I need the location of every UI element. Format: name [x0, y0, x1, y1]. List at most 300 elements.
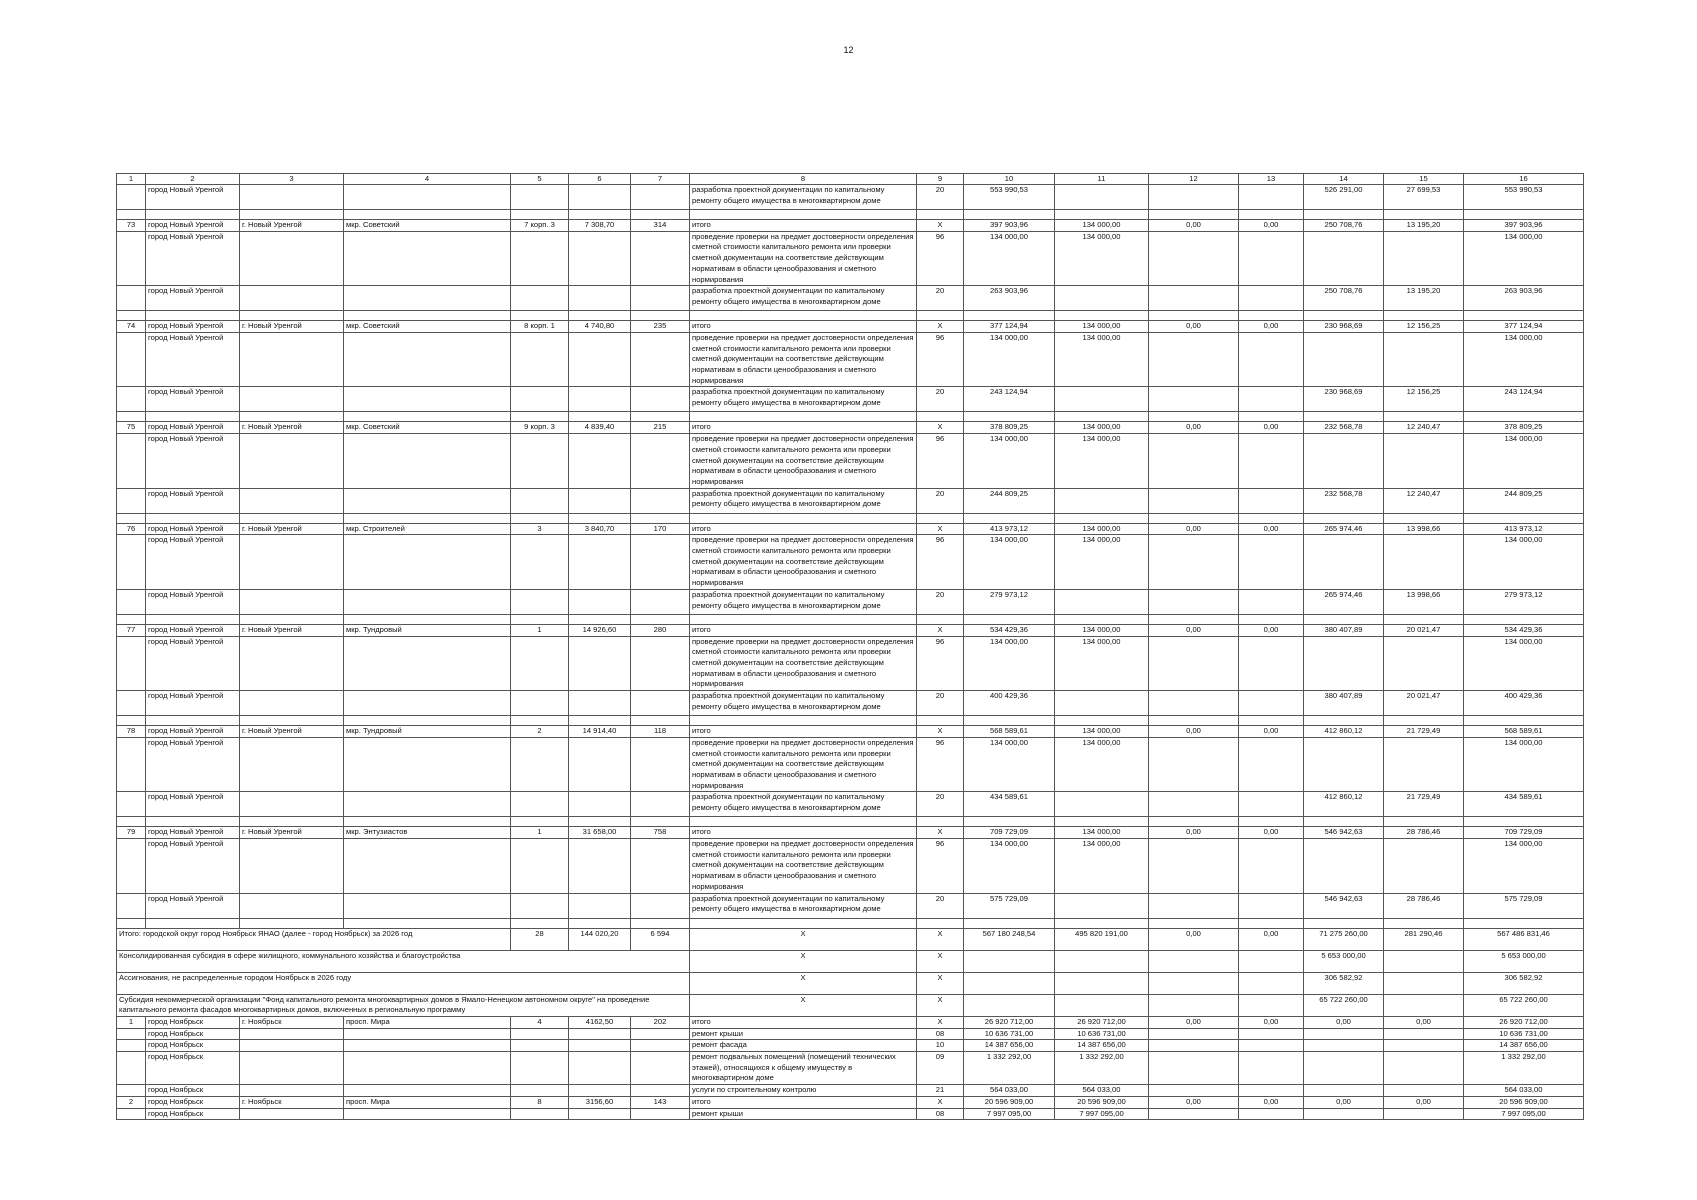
column-number: 12: [1149, 174, 1239, 185]
spacer-cell: [240, 716, 344, 726]
repair-row: [117, 1108, 1584, 1120]
work-type-cell: итого: [690, 827, 917, 839]
spacer-cell: [1464, 311, 1584, 321]
work-type-cell: разработка проектной документации по капитальному ремонту общего имущества в многоквартирном доме: [690, 589, 917, 614]
empty-cell: [1384, 1108, 1464, 1120]
grand-total-cell: 397 903,96: [1464, 220, 1584, 232]
municipality-cell: город Новый Уренгой: [146, 737, 240, 792]
spacer-cell: [964, 311, 1055, 321]
municipality-cell: город Новый Уренгой: [146, 434, 240, 489]
house-total-row: [117, 220, 1584, 232]
grand-total-cell: 134 000,00: [1464, 332, 1584, 387]
grand-total-cell: 134 000,00: [1464, 737, 1584, 792]
total-cost-cell: 553 990,53: [964, 185, 1055, 210]
summary-row: [117, 950, 1584, 972]
empty-cell: [964, 950, 1055, 972]
empty-cell: [1239, 1108, 1304, 1120]
design-row: [117, 185, 1584, 210]
summary-value: 5 653 000,00: [1304, 950, 1384, 972]
spacer-cell: [569, 716, 631, 726]
column-number: 15: [1384, 174, 1464, 185]
spacer-cell: [511, 716, 569, 726]
value-cell: 14 387 656,00: [964, 1040, 1055, 1052]
spacer-cell: [1149, 513, 1239, 523]
grand-total-cell: 534 429,36: [1464, 624, 1584, 636]
spacer-cell: [690, 614, 917, 624]
summary-x: X: [917, 994, 964, 1016]
row-number: 74: [117, 321, 146, 333]
empty-cell: [631, 1028, 690, 1040]
empty-cell: [240, 286, 344, 311]
spacer-cell: [146, 210, 240, 220]
summary-value: 281 290,46: [1384, 928, 1464, 950]
district-cell: мкр. Строителей: [344, 523, 511, 535]
empty-cell: [631, 636, 690, 691]
empty-cell: [344, 332, 511, 387]
grand-total-cell: 134 000,00: [1464, 839, 1584, 894]
work-type-cell: ремонт подвальных помещений (помещений технических этажей), относящихся к общему имуществу в многоквартирном доме: [690, 1052, 917, 1085]
repair-row: [117, 1085, 1584, 1097]
empty-cell: [1304, 1052, 1384, 1085]
empty-cell: [1149, 387, 1239, 412]
grand-total-cell: 244 809,25: [1464, 488, 1584, 513]
empty-cell: [1149, 839, 1239, 894]
spacer-cell: [1304, 412, 1384, 422]
spacer-cell: [569, 817, 631, 827]
budget-cell: 0,00: [1149, 726, 1239, 738]
spacer-cell: [344, 311, 511, 321]
spacer-cell: [117, 311, 146, 321]
column-number: 16: [1464, 174, 1584, 185]
empty-cell: [1149, 231, 1239, 286]
empty-cell: [1149, 636, 1239, 691]
row-number: 75: [117, 422, 146, 434]
column-number: 9: [917, 174, 964, 185]
municipal-cell: 232 568,78: [1304, 488, 1384, 513]
empty-cell: [344, 737, 511, 792]
grand-total-cell: 263 903,96: [1464, 286, 1584, 311]
empty-cell: [1384, 737, 1464, 792]
owners-cell: 12 240,47: [1384, 422, 1464, 434]
budget-cell: 0,00: [1239, 422, 1304, 434]
empty-cell: [631, 231, 690, 286]
empty-cell: [117, 332, 146, 387]
empty-cell: [1239, 387, 1304, 412]
empty-cell: [1149, 589, 1239, 614]
owners-cell: 28 786,46: [1384, 893, 1464, 918]
grand-total-cell: 378 809,25: [1464, 422, 1584, 434]
summary-value: 65 722 260,00: [1464, 994, 1584, 1016]
empty-cell: [117, 893, 146, 918]
summary-x: X: [917, 972, 964, 994]
spacer-cell: [1149, 614, 1239, 624]
empty-cell: [1239, 994, 1304, 1016]
work-code-cell: X: [917, 1016, 964, 1028]
empty-cell: [1149, 1108, 1239, 1120]
empty-cell: [344, 691, 511, 716]
spacer-cell: [1149, 817, 1239, 827]
summary-row: [117, 972, 1584, 994]
work-code-cell: 96: [917, 636, 964, 691]
empty-cell: [511, 737, 569, 792]
spacer-cell: [1304, 817, 1384, 827]
column-number: 1: [117, 174, 146, 185]
spacer-cell: [1304, 614, 1384, 624]
value-cell: 10 636 731,00: [1055, 1028, 1149, 1040]
empty-cell: [511, 286, 569, 311]
spacer-cell: [146, 513, 240, 523]
house-number-cell: 1: [511, 624, 569, 636]
empty-cell: [1239, 434, 1304, 489]
municipality-cell: город Новый Уренгой: [146, 286, 240, 311]
value-cell: 0,00: [1384, 1096, 1464, 1108]
grand-total-cell: 575 729,09: [1464, 893, 1584, 918]
fund-cell: 134 000,00: [1055, 737, 1149, 792]
empty-cell: [344, 839, 511, 894]
owners-cell: 12 156,25: [1384, 387, 1464, 412]
municipality-cell: город Ноябрьск: [146, 1028, 240, 1040]
locality-cell: г. Новый Уренгой: [240, 624, 344, 636]
empty-cell: [1149, 332, 1239, 387]
area-cell: 14 914,40: [569, 726, 631, 738]
empty-cell: [1384, 994, 1464, 1016]
total-cost-cell: 378 809,25: [964, 422, 1055, 434]
empty-cell: [1149, 286, 1239, 311]
value-cell: 14 387 656,00: [1464, 1040, 1584, 1052]
summary-label: Субсидия некоммерческой организации "Фонд капитального ремонта многоквартирных домов в Ямало-Ненецком автономном округе" на проведение капитального ремонта фасадов многоквартирных домов, включенных в региональную программу: [117, 994, 690, 1016]
municipality-cell: город Новый Уренгой: [146, 488, 240, 513]
empty-cell: [1149, 737, 1239, 792]
empty-cell: [1149, 994, 1239, 1016]
capital-repair-table: [116, 173, 1584, 1120]
empty-cell: [569, 1085, 631, 1097]
empty-cell: [631, 387, 690, 412]
summary-value: 567 180 248,54: [964, 928, 1055, 950]
spacer-cell: [1464, 412, 1584, 422]
spacer-cell: [1149, 210, 1239, 220]
empty-cell: [117, 792, 146, 817]
empty-cell: [344, 1085, 511, 1097]
work-code-cell: 96: [917, 332, 964, 387]
area-cell: 3156,60: [569, 1096, 631, 1108]
summary-area: 144 020,20: [569, 928, 631, 950]
spacer-cell: [569, 918, 631, 928]
spacer-cell: [344, 918, 511, 928]
empty-cell: [631, 691, 690, 716]
spacer-cell: [1384, 614, 1464, 624]
empty-cell: [1055, 488, 1149, 513]
total-cost-cell: 244 809,25: [964, 488, 1055, 513]
fund-cell: 134 000,00: [1055, 636, 1149, 691]
spacer-cell: [1304, 513, 1384, 523]
municipality-cell: город Новый Уренгой: [146, 523, 240, 535]
value-cell: 564 033,00: [964, 1085, 1055, 1097]
spacer-cell: [117, 716, 146, 726]
grand-total-cell: 553 990,53: [1464, 185, 1584, 210]
spacer-row: [117, 716, 1584, 726]
total-cost-cell: 134 000,00: [964, 332, 1055, 387]
empty-cell: [344, 636, 511, 691]
grand-total-cell: 134 000,00: [1464, 535, 1584, 590]
area-cell: 7 308,70: [569, 220, 631, 232]
empty-cell: [569, 1040, 631, 1052]
empty-cell: [1055, 185, 1149, 210]
empty-cell: [631, 434, 690, 489]
empty-cell: [1304, 839, 1384, 894]
empty-cell: [1239, 185, 1304, 210]
house-number-cell: 3: [511, 523, 569, 535]
spacer-row: [117, 412, 1584, 422]
empty-cell: [1304, 636, 1384, 691]
design-row: [117, 792, 1584, 817]
empty-cell: [511, 535, 569, 590]
spacer-cell: [1149, 311, 1239, 321]
spacer-cell: [1239, 311, 1304, 321]
summary-value: 0,00: [1149, 928, 1239, 950]
spacer-row: [117, 513, 1584, 523]
empty-cell: [631, 589, 690, 614]
budget-cell: 0,00: [1149, 523, 1239, 535]
empty-cell: [344, 488, 511, 513]
work-type-cell: разработка проектной документации по капитальному ремонту общего имущества в многоквартирном доме: [690, 893, 917, 918]
summary-value: 0,00: [1239, 928, 1304, 950]
total-cost-cell: 377 124,94: [964, 321, 1055, 333]
empty-cell: [1149, 1052, 1239, 1085]
empty-cell: [511, 488, 569, 513]
area-cell: 4 740,80: [569, 321, 631, 333]
empty-cell: [1239, 691, 1304, 716]
spacer-cell: [146, 412, 240, 422]
empty-cell: [240, 231, 344, 286]
column-number: 7: [631, 174, 690, 185]
value-cell: 0,00: [1384, 1016, 1464, 1028]
spacer-cell: [117, 513, 146, 523]
empty-cell: [631, 1040, 690, 1052]
spacer-cell: [117, 614, 146, 624]
empty-cell: [1384, 839, 1464, 894]
total-cost-cell: 709 729,09: [964, 827, 1055, 839]
spacer-cell: [1304, 716, 1384, 726]
spacer-cell: [146, 918, 240, 928]
empty-cell: [1239, 636, 1304, 691]
spacer-cell: [344, 412, 511, 422]
spacer-cell: [1055, 918, 1149, 928]
residents-cell: 280: [631, 624, 690, 636]
summary-value: 5 653 000,00: [1464, 950, 1584, 972]
owners-cell: 13 998,66: [1384, 523, 1464, 535]
empty-cell: [511, 792, 569, 817]
empty-cell: [1055, 286, 1149, 311]
locality-cell: г. Новый Уренгой: [240, 422, 344, 434]
empty-cell: [1384, 1040, 1464, 1052]
empty-cell: [511, 589, 569, 614]
house-number-cell: 8: [511, 1096, 569, 1108]
total-cost-cell: 397 903,96: [964, 220, 1055, 232]
column-number: 10: [964, 174, 1055, 185]
value-cell: 1 332 292,00: [1055, 1052, 1149, 1085]
empty-cell: [631, 535, 690, 590]
spacer-cell: [631, 513, 690, 523]
summary-value: 306 582,92: [1464, 972, 1584, 994]
empty-cell: [1149, 950, 1239, 972]
district-cell: мкр. Тундровый: [344, 624, 511, 636]
locality-cell: г. Новый Уренгой: [240, 827, 344, 839]
empty-cell: [240, 185, 344, 210]
work-type-cell: разработка проектной документации по капитальному ремонту общего имущества в многоквартирном доме: [690, 387, 917, 412]
value-cell: 26 920 712,00: [964, 1016, 1055, 1028]
page-number: 12: [843, 45, 854, 55]
cost-check-row: [117, 535, 1584, 590]
summary-residents: 6 594: [631, 928, 690, 950]
spacer-cell: [917, 412, 964, 422]
spacer-cell: [1384, 918, 1464, 928]
fund-cell: 134 000,00: [1055, 321, 1149, 333]
column-number: 4: [344, 174, 511, 185]
column-number: 8: [690, 174, 917, 185]
summary-value: 71 275 260,00: [1304, 928, 1384, 950]
empty-cell: [117, 1085, 146, 1097]
empty-cell: [344, 434, 511, 489]
value-cell: 0,00: [1304, 1016, 1384, 1028]
spacer-cell: [1055, 614, 1149, 624]
value-cell: 20 596 909,00: [1464, 1096, 1584, 1108]
spacer-cell: [146, 311, 240, 321]
work-code-cell: 08: [917, 1028, 964, 1040]
spacer-cell: [1055, 513, 1149, 523]
empty-cell: [1239, 950, 1304, 972]
empty-cell: [1239, 792, 1304, 817]
spacer-cell: [146, 716, 240, 726]
value-cell: 0,00: [1239, 1096, 1304, 1108]
empty-cell: [117, 535, 146, 590]
spacer-cell: [690, 311, 917, 321]
spacer-cell: [1239, 412, 1304, 422]
spacer-cell: [1055, 311, 1149, 321]
work-type-cell: итого: [690, 1096, 917, 1108]
empty-cell: [240, 1028, 344, 1040]
spacer-cell: [146, 614, 240, 624]
empty-cell: [1304, 535, 1384, 590]
work-type-cell: проведение проверки на предмет достоверности определения сметной стоимости капитального ремонта или проверки сметной документации на соответствие действующим нормативам в области ценообразования и сметного нормирования: [690, 535, 917, 590]
spacer-cell: [117, 817, 146, 827]
empty-cell: [511, 332, 569, 387]
work-code-cell: 20: [917, 488, 964, 513]
value-cell: 1 332 292,00: [964, 1052, 1055, 1085]
fund-cell: 134 000,00: [1055, 422, 1149, 434]
empty-cell: [1239, 286, 1304, 311]
spacer-cell: [569, 513, 631, 523]
empty-cell: [1304, 1040, 1384, 1052]
column-number: 2: [146, 174, 240, 185]
design-row: [117, 488, 1584, 513]
work-type-cell: разработка проектной документации по капитальному ремонту общего имущества в многоквартирном доме: [690, 792, 917, 817]
empty-cell: [1304, 332, 1384, 387]
spacer-cell: [511, 412, 569, 422]
total-cost-cell: 134 000,00: [964, 636, 1055, 691]
work-type-cell: ремонт фасада: [690, 1040, 917, 1052]
spacer-cell: [917, 918, 964, 928]
empty-cell: [1384, 434, 1464, 489]
area-cell: 14 926,60: [569, 624, 631, 636]
empty-cell: [1055, 994, 1149, 1016]
empty-cell: [1304, 231, 1384, 286]
municipality-cell: город Ноябрьск: [146, 1108, 240, 1120]
owners-cell: 12 240,47: [1384, 488, 1464, 513]
locality-cell: г. Ноябрьск: [240, 1096, 344, 1108]
spacer-cell: [1384, 513, 1464, 523]
spacer-cell: [964, 918, 1055, 928]
area-cell: 4162,50: [569, 1016, 631, 1028]
spacer-cell: [1304, 210, 1384, 220]
spacer-cell: [964, 210, 1055, 220]
work-code-cell: 09: [917, 1052, 964, 1085]
empty-cell: [117, 691, 146, 716]
empty-cell: [511, 839, 569, 894]
empty-cell: [240, 893, 344, 918]
work-code-cell: 20: [917, 792, 964, 817]
residents-cell: 143: [631, 1096, 690, 1108]
work-type-cell: проведение проверки на предмет достоверности определения сметной стоимости капитального ремонта или проверки сметной документации на соответствие действующим нормативам в области ценообразования и сметного нормирования: [690, 839, 917, 894]
empty-cell: [1055, 950, 1149, 972]
work-code-cell: 10: [917, 1040, 964, 1052]
spacer-cell: [511, 817, 569, 827]
work-code-cell: 96: [917, 434, 964, 489]
house-number-cell: 1: [511, 827, 569, 839]
empty-cell: [240, 839, 344, 894]
empty-cell: [117, 636, 146, 691]
municipal-cell: 526 291,00: [1304, 185, 1384, 210]
locality-cell: г. Новый Уренгой: [240, 523, 344, 535]
empty-cell: [117, 1052, 146, 1085]
area-cell: 31 658,00: [569, 827, 631, 839]
owners-cell: 28 786,46: [1384, 827, 1464, 839]
value-cell: 20 596 909,00: [1055, 1096, 1149, 1108]
empty-cell: [511, 893, 569, 918]
empty-cell: [569, 792, 631, 817]
value-cell: 564 033,00: [1055, 1085, 1149, 1097]
municipality-cell: город Новый Уренгой: [146, 792, 240, 817]
empty-cell: [569, 893, 631, 918]
spacer-cell: [1149, 716, 1239, 726]
design-row: [117, 893, 1584, 918]
budget-cell: 0,00: [1149, 827, 1239, 839]
work-code-cell: X: [917, 422, 964, 434]
spacer-cell: [631, 817, 690, 827]
spacer-cell: [1464, 513, 1584, 523]
value-cell: 7 997 095,00: [964, 1108, 1055, 1120]
cost-check-row: [117, 737, 1584, 792]
work-type-cell: итого: [690, 523, 917, 535]
empty-cell: [344, 231, 511, 286]
empty-cell: [240, 589, 344, 614]
grand-total-cell: 134 000,00: [1464, 636, 1584, 691]
empty-cell: [569, 286, 631, 311]
value-cell: 10 636 731,00: [964, 1028, 1055, 1040]
work-type-cell: проведение проверки на предмет достоверности определения сметной стоимости капитального ремонта или проверки сметной документации на соответствие действующим нормативам в области ценообразования и сметного нормирования: [690, 332, 917, 387]
spacer-cell: [1384, 716, 1464, 726]
area-cell: 3 840,70: [569, 523, 631, 535]
work-type-cell: итого: [690, 220, 917, 232]
fund-cell: 134 000,00: [1055, 332, 1149, 387]
work-code-cell: 96: [917, 231, 964, 286]
spacer-cell: [1464, 716, 1584, 726]
empty-cell: [344, 1040, 511, 1052]
spacer-cell: [631, 918, 690, 928]
district-cell: мкр. Советский: [344, 321, 511, 333]
empty-cell: [240, 1085, 344, 1097]
locality-cell: г. Новый Уренгой: [240, 726, 344, 738]
fund-cell: 134 000,00: [1055, 839, 1149, 894]
